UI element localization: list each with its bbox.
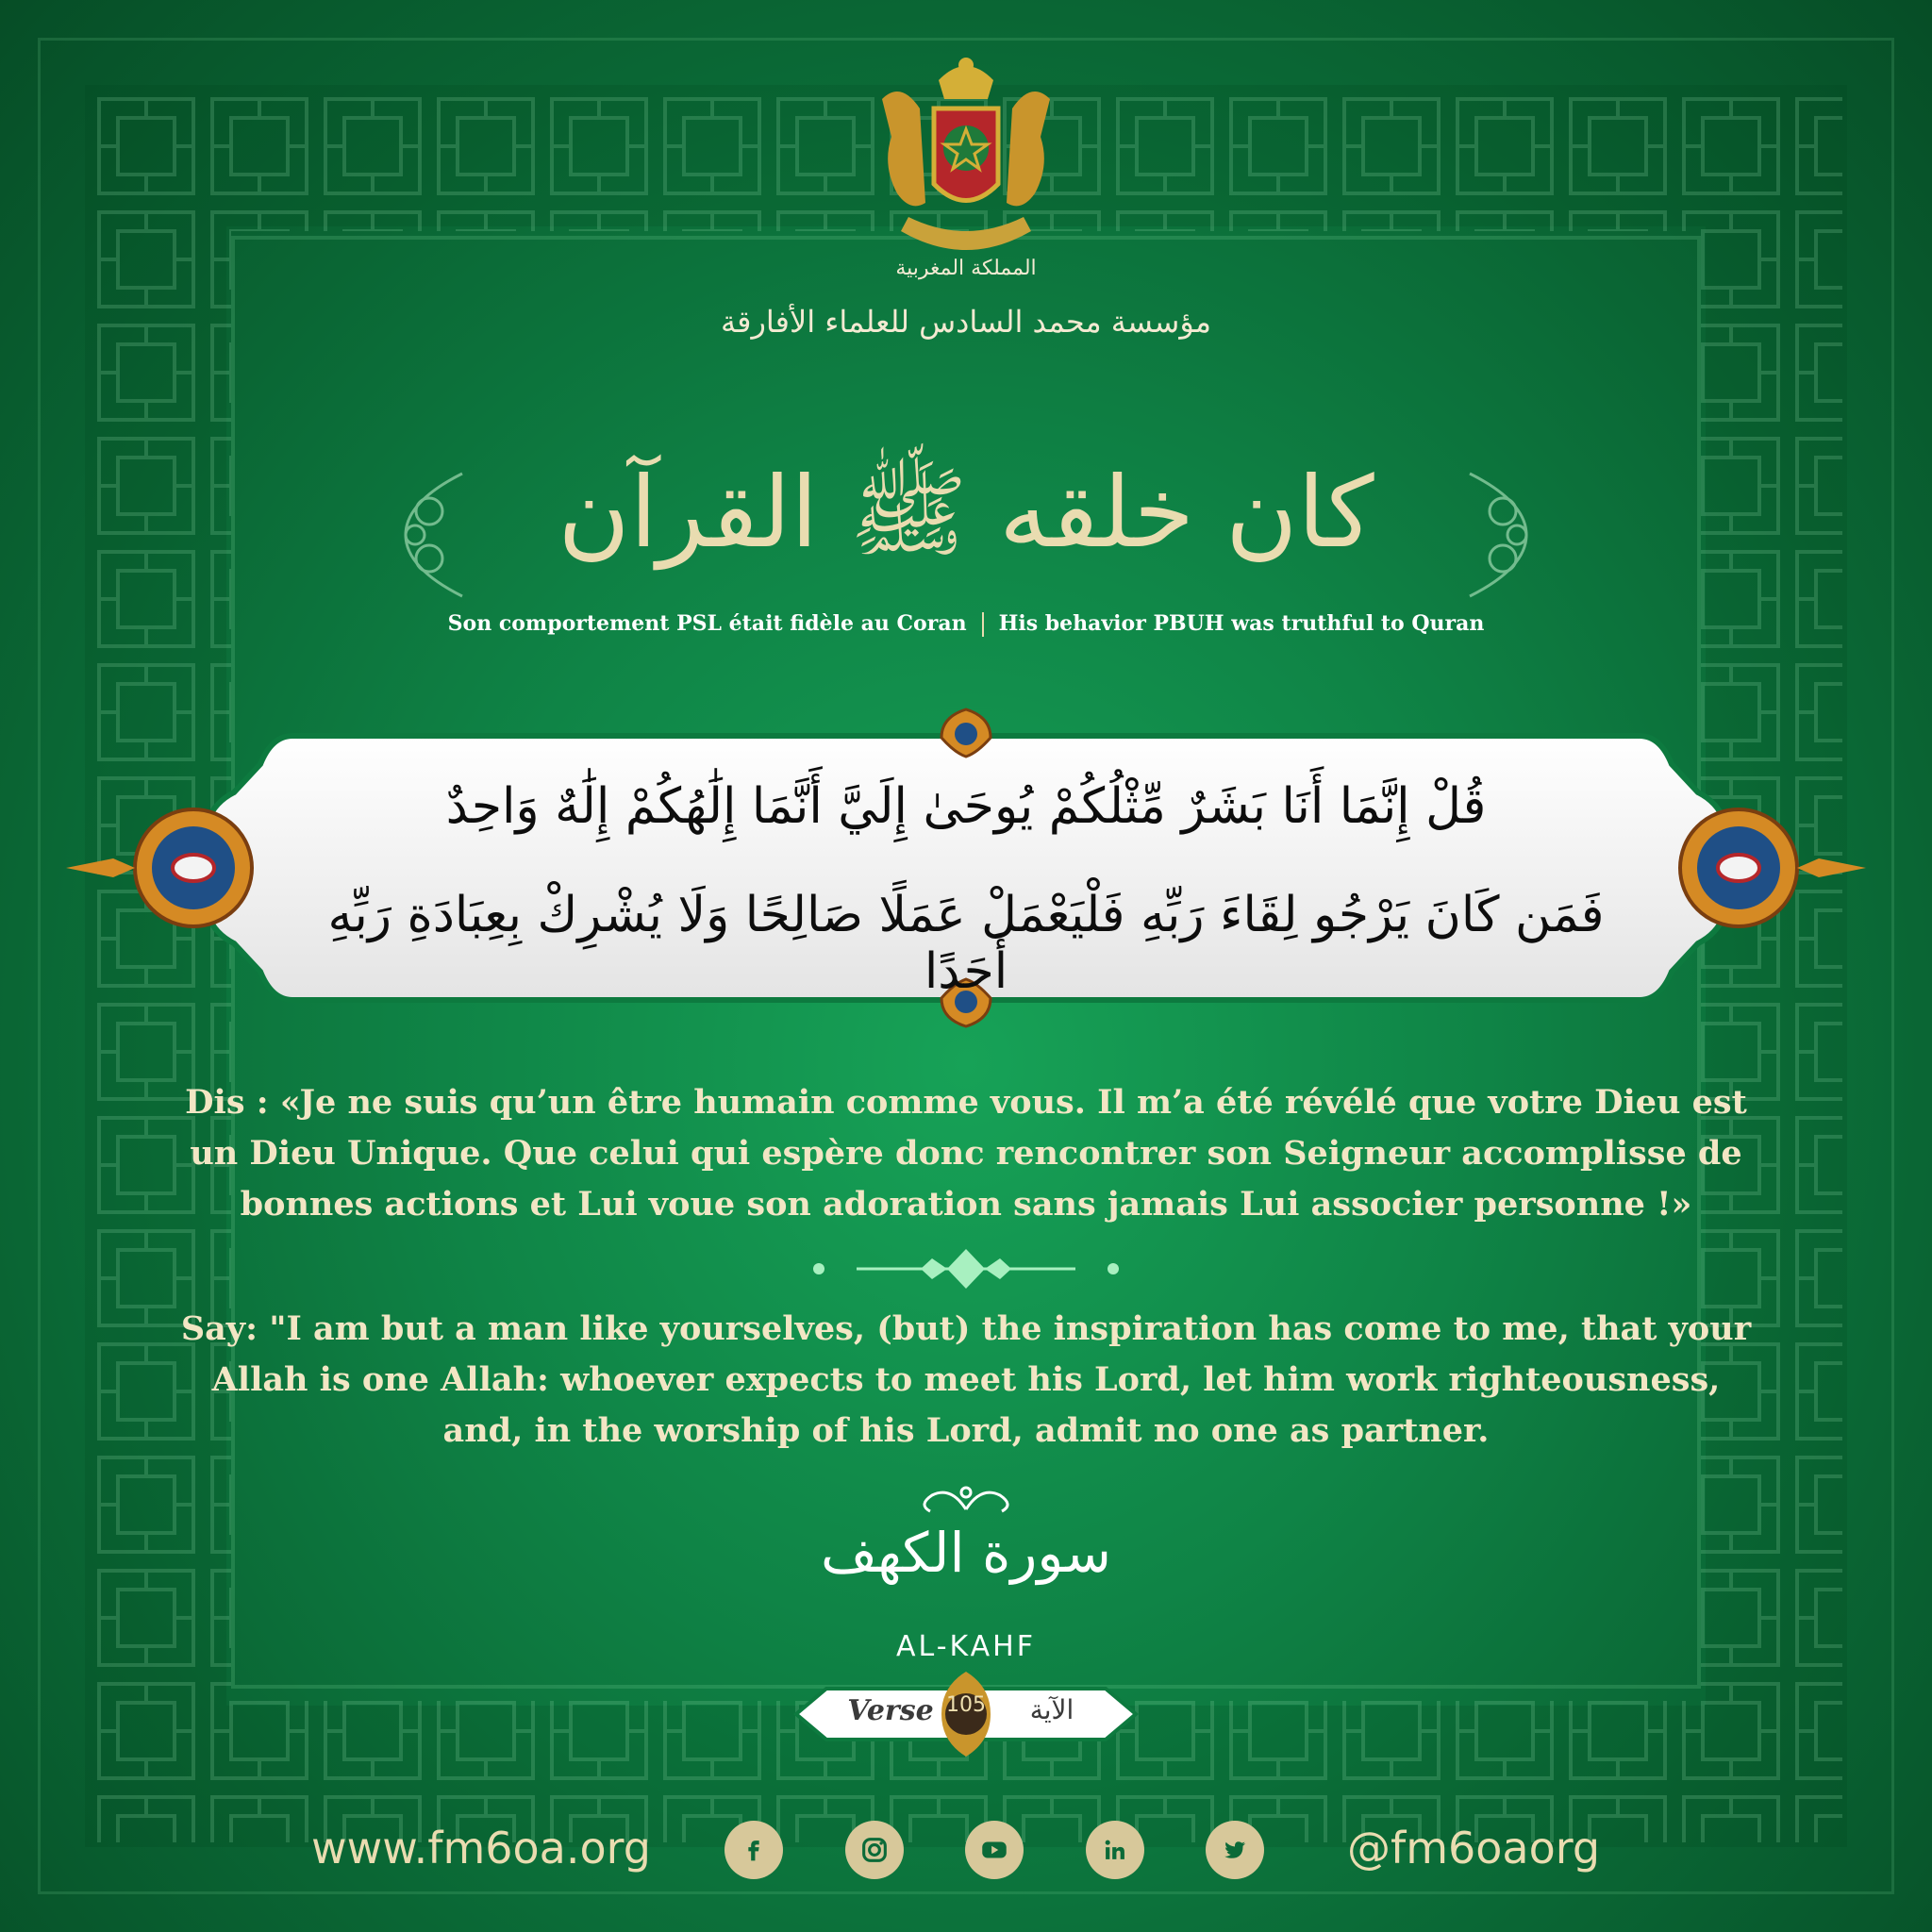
subtitle-separator [982, 612, 984, 637]
page-title: كان خلقه ﷺ القرآن [558, 455, 1374, 570]
youtube-icon[interactable] [965, 1821, 1024, 1879]
verse-arabic-line-2: فَمَن كَانَ يَرْجُو لِقَاءَ رَبِّهِ فَلْيَعْمَلْ عَمَلًا صَالِحًا وَلَا يُشْرِكْ بِعِبَادَةِ رَبِّهِ أَحَدًا [327, 887, 1605, 1000]
verse-label-arabic: الآية [1029, 1694, 1074, 1725]
surah-name-arabic: سورة الكهف [821, 1521, 1111, 1585]
website-link[interactable]: www.fm6oa.org [311, 1823, 651, 1874]
translation-french: Dis : «Je ne suis qu’un être humain comme vous. Il m’a été révélé que votre Dieu est un Dieu Unique. Que celui qui espère donc rencontrer son Seigneur accomplisse de bonnes actions et Lui voue son adoration sans jamais Lui associer personne !» [185, 1083, 1747, 1224]
left-medallion-icon [66, 809, 252, 926]
kingdom-name: المملكة المغربية [895, 257, 1037, 280]
coat-of-arms-icon [863, 42, 1069, 259]
verse-label: Verse [847, 1694, 934, 1727]
right-medallion-icon [1680, 809, 1866, 926]
divider-ornament-icon [809, 1247, 1123, 1291]
twitter-icon[interactable] [1206, 1821, 1264, 1879]
verse-arabic-line-1: قُلْ إِنَّمَا أَنَا بَشَرٌ مِّثْلُكُمْ يُوحَىٰ إِلَيَّ أَنَّمَا إِلَٰهُكُمْ إِلَٰهٌ وَاحِدٌ [445, 778, 1487, 835]
organization-name: مؤسسة محمد السادس للعلماء الأفارقة [721, 304, 1211, 340]
subtitle-french: Son comportement PSL était fidèle au Coran [447, 611, 967, 636]
title-subtitles [0, 611, 1932, 637]
facebook-icon[interactable] [724, 1821, 783, 1879]
instagram-icon[interactable] [845, 1821, 904, 1879]
swirl-ornament-icon [904, 1481, 1028, 1519]
social-handle[interactable]: @fm6oaorg [1347, 1823, 1601, 1874]
subtitle-english: His behavior PBUH was truthful to Quran [998, 611, 1485, 636]
verse-number: 105 [946, 1693, 986, 1717]
linkedin-icon[interactable] [1086, 1821, 1144, 1879]
surah-name-english: AL-KAHF [895, 1630, 1037, 1663]
translation-english: Say: "I am but a man like yourselves, (but) the inspiration has come to me, that your Allah is one Allah: whoever expects to meet his Lord, let him work righteousness, and, in the worship of his Lord, admit no one as partner. [180, 1309, 1752, 1450]
